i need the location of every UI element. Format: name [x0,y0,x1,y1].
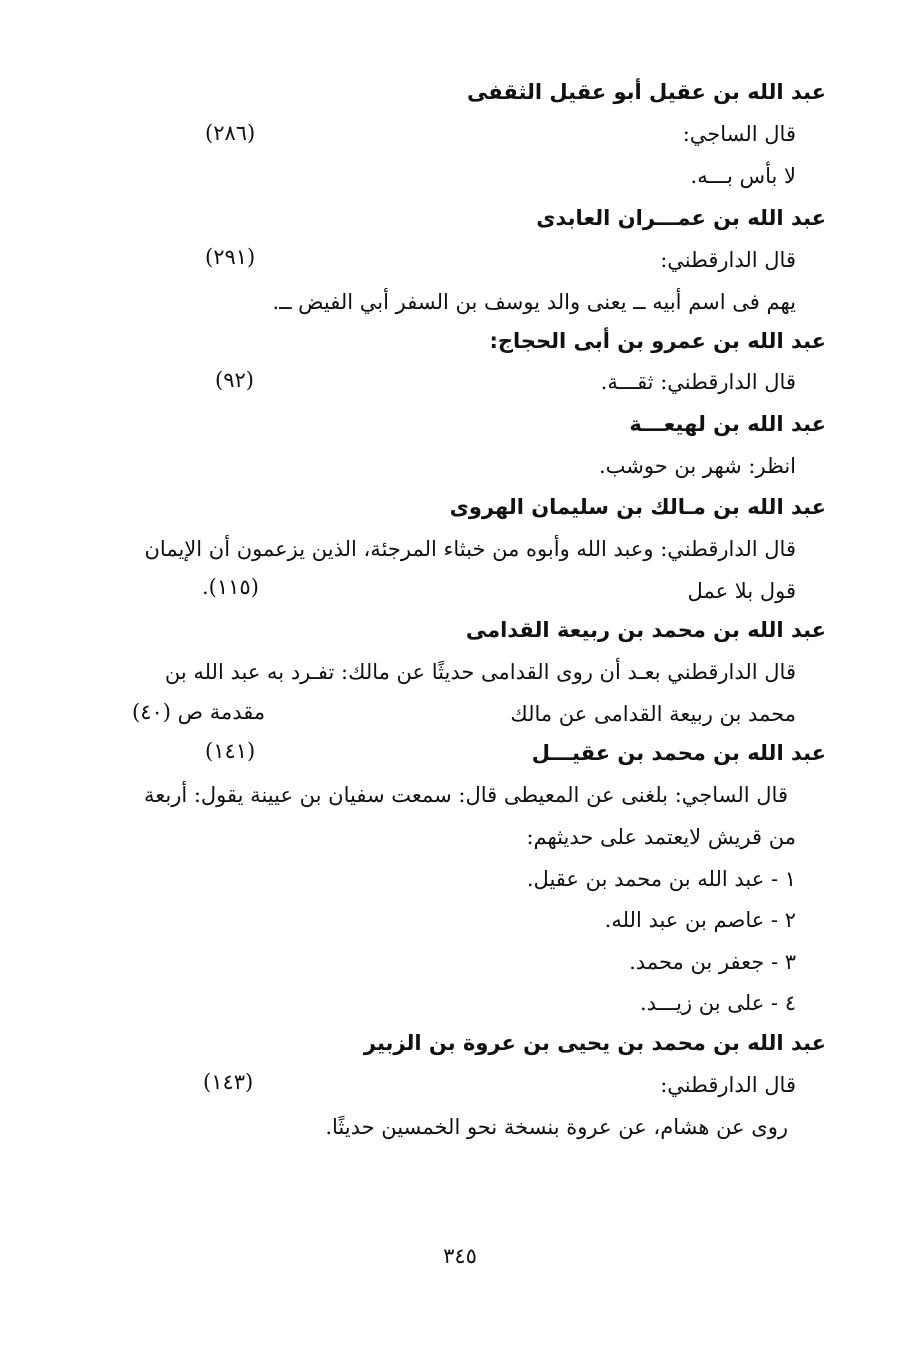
entry-line: قال الدارقطني بعـد أن روى القدامى حديثًا عن مالك: تفـرد به عبد الله بن [164,660,796,684]
entry-reference: (١٤٣) [203,1070,254,1094]
entry-line: قال الدارقطني: ثقـــة. [600,370,796,394]
entry-heading: عبد الله بن محمد بن عقيـــل [531,741,826,765]
entry-heading: عبد الله بن عمـــران العابدى [536,206,826,230]
entry-heading: عبد الله بن مـالك بن سليمان الهروى [449,495,826,519]
page-number: ٣٤٥ [443,1244,477,1268]
entry-heading: عبد الله بن محمد بن يحيى بن عروة بن الزبير [363,1031,826,1055]
entry-reference: (١٤١) [205,739,256,763]
entry-reference: (٢٨٦) [205,121,256,145]
entry-line: قال الساجي: [682,122,796,146]
list-item: ٢ - عاصم بن عبد الله. [604,908,796,932]
list-item: ٤ - على بن زيـــد. [639,991,796,1015]
entry-heading: عبد الله بن لهيعـــة [629,412,826,436]
list-item: ١ - عبد الله بن محمد بن عقيل. [526,867,796,891]
entry-line: قول بلا عمل [687,579,796,603]
entry-line: قال الدارقطني: [660,1073,796,1097]
entry-reference: (٩٢) [215,368,254,392]
entry-line: قال الدارقطني: وعبد الله وأبوه من خبثاء المرجئة، الذين يزعمون أن الإيمان [144,537,796,561]
entry-line: قال الساجي: بلغنى عن المعيطى قال: سمعت سفيان بن عيينة يقول: أربعة [143,783,788,807]
entry-heading: عبد الله بن محمد بن ربيعة القدامى [465,618,826,642]
entry-line: انظر: شهر بن حوشب. [598,454,796,478]
entry-heading: عبد الله بن عمرو بن أبى الحجاج: [489,329,826,353]
entry-line: من قريش لايعتمد على حديثهم: [526,825,796,849]
entry-line: روى عن هشام، عن عروة بنسخة نحو الخمسين حديثًا. [325,1115,788,1139]
entry-line: قال الدارقطني: [660,248,796,272]
entry-heading: عبد الله بن عقيل أبو عقيل الثقفى [466,80,826,104]
entry-line: لا بأس بـــه. [690,164,796,188]
entry-reference: مقدمة ص (٤٠) [132,700,266,724]
entry-line: يهم فى اسم أبيه ــ يعنى والد يوسف بن السفر أبي الفيض ــ. [272,290,796,314]
entry-reference: (٢٩١) [205,245,256,269]
list-item: ٣ - جعفر بن محمد. [629,950,796,974]
entry-line: محمد بن ربيعة القدامى عن مالك [510,702,796,726]
entry-reference: (١١٥). [202,575,259,599]
